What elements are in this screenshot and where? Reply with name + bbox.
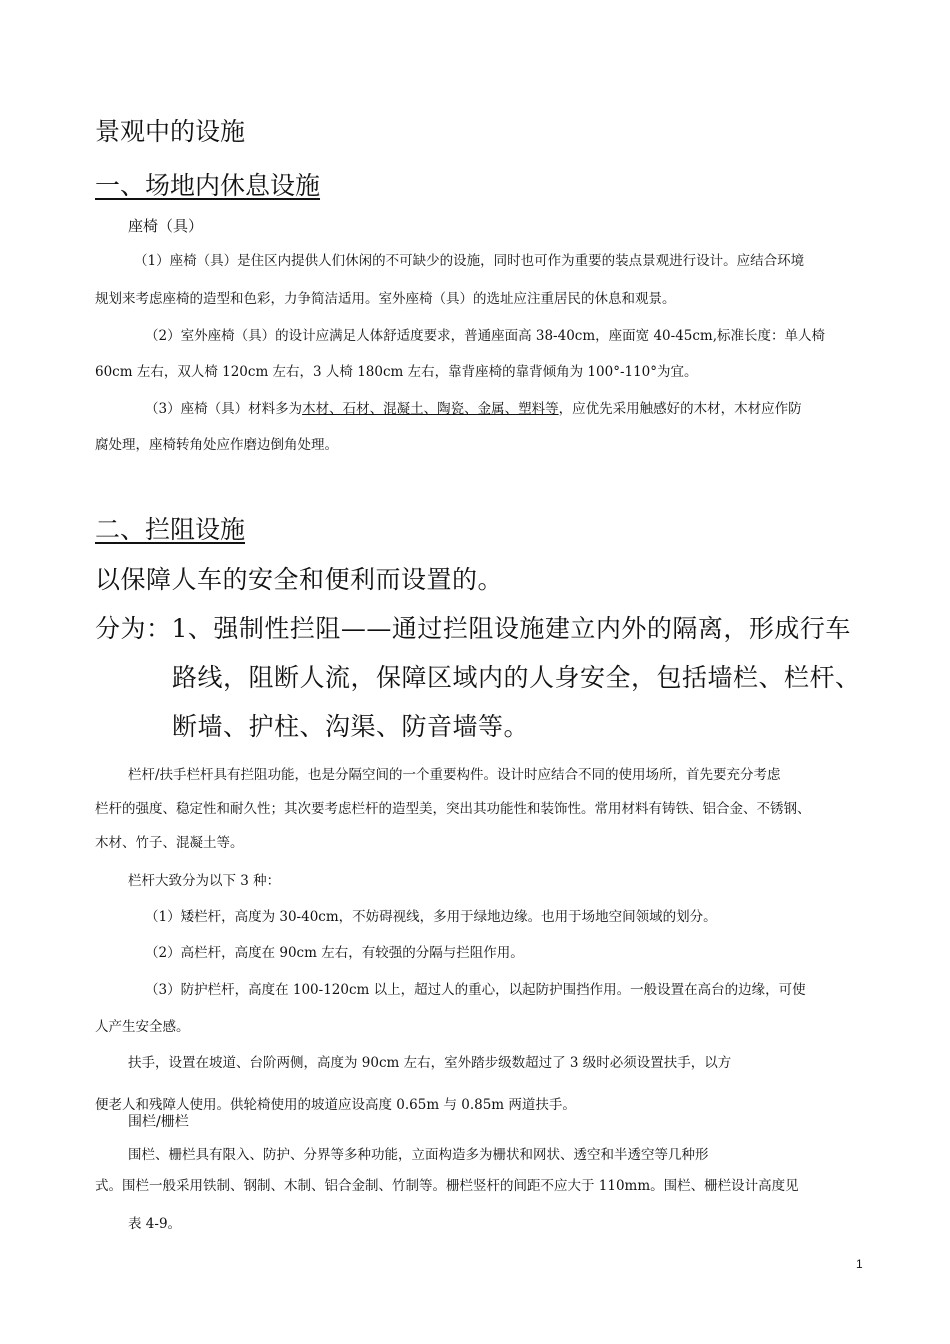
section2-heading	[95, 510, 245, 546]
section1-heading	[95, 166, 320, 202]
handrail-para-line2: 便老人和残障人使用。供轮椅使用的坡道应设高度 0.65m 与 0.85m 两道扶手。	[95, 1097, 576, 1113]
handrail-para-line1: 扶手，设置在坡道、台阶两侧，高度为 90cm 左右，室外踏步级数超过了 3 级时必须设置扶手，以方	[128, 1055, 732, 1071]
railing-para-line1: 栏杆/扶手栏杆具有拦阻功能，也是分隔空间的一个重要构件。设计时应结合不同的使用场所，首先要充分考虑	[128, 767, 781, 783]
seat-para3-line1	[145, 397, 802, 417]
barrier-category-line1: 分为：1、强制性拦阻——通过拦阻设施建立内外的隔离，形成行车	[95, 614, 851, 643]
section2-heading-text: 二、拦阻设施	[95, 515, 246, 544]
seat-para3-prefix: （3）座椅（具）材料多为	[145, 401, 303, 417]
seat-para3-suffix: ，应优先采用触感好的木材，木材应作防	[558, 401, 802, 417]
railing-para-line2: 栏杆的强度、稳定性和耐久性；其次要考虑栏杆的造型美，突出其功能性和装饰性。常用材料有铸铁、铝合金、不锈钢、	[95, 801, 811, 817]
fence-para-line3: 表 4-9。	[128, 1216, 182, 1232]
seat-subheading: 座椅（具）	[128, 217, 204, 235]
railing-type3-line2: 人产生安全感。	[95, 1019, 190, 1035]
fence-para-line1: 围栏、栅栏具有限入、防护、分界等多种功能，立面构造多为栅状和网状、透空和半透空等几种形	[128, 1147, 709, 1163]
seat-para1-line1: （1）座椅（具）是住区内提供人们休闲的不可缺少的设施，同时也可作为重要的装点景观进行设计。应结合环境	[134, 253, 805, 269]
railing-type3-line1: （3）防护栏杆，高度在 100-120cm 以上，超过人的重心，以起防护围挡作用。一般设置在高台的边缘，可使	[145, 982, 806, 998]
seat-para3-line2: 腐处理，座椅转角处应作磨边倒角处理。	[95, 437, 338, 453]
barrier-category-line3: 断墙、护柱、沟渠、防音墙等。	[172, 712, 530, 741]
barrier-intro: 以保障人车的安全和便利而设置的。	[95, 565, 504, 594]
fence-para-line2: 式。围栏一般采用铁制、钢制、木制、铝合金制、竹制等。栅栏竖杆的间距不应大于 110mm。围栏、栅栏设计高度见	[95, 1178, 799, 1194]
railing-types-intro: 栏杆大致分为以下 3 种：	[128, 873, 281, 889]
section1-heading-text: 一、场地内休息设施	[95, 171, 321, 200]
railing-para-line3: 木材、竹子、混凝土等。	[95, 835, 244, 851]
seat-para2-line2: 60cm 左右，双人椅 120cm 左右，3 人椅 180cm 左右，靠背座椅的靠背倾角为 100°-110°为宜。	[95, 364, 698, 380]
seat-para1-line2: 规划来考虑座椅的造型和色彩，力争简洁适用。室外座椅（具）的选址应注重居民的休息和观景。	[95, 291, 676, 307]
railing-type2: （2）高栏杆，高度在 90cm 左右，有较强的分隔与拦阻作用。	[145, 945, 524, 961]
seat-para2-line1: （2）室外座椅（具）的设计应满足人体舒适度要求，普通座面高 38-40cm，座面宽 40-45cm,标准长度：单人椅	[145, 328, 826, 344]
fence-subheading: 围栏/栅栏	[128, 1114, 189, 1130]
page-number: 1	[856, 1257, 863, 1271]
document-title: 景观中的设施	[95, 117, 246, 146]
barrier-category-line2: 路线，阻断人流，保障区域内的人身安全，包括墙栏、栏杆、	[172, 663, 861, 692]
railing-type1: （1）矮栏杆，高度为 30-40cm，不妨碍视线，多用于绿地边缘。也用于场地空间领域的划分。	[145, 909, 717, 925]
seat-materials-underlined: 木材、石材、混凝土、陶瓷、金属、塑料等	[302, 401, 559, 417]
